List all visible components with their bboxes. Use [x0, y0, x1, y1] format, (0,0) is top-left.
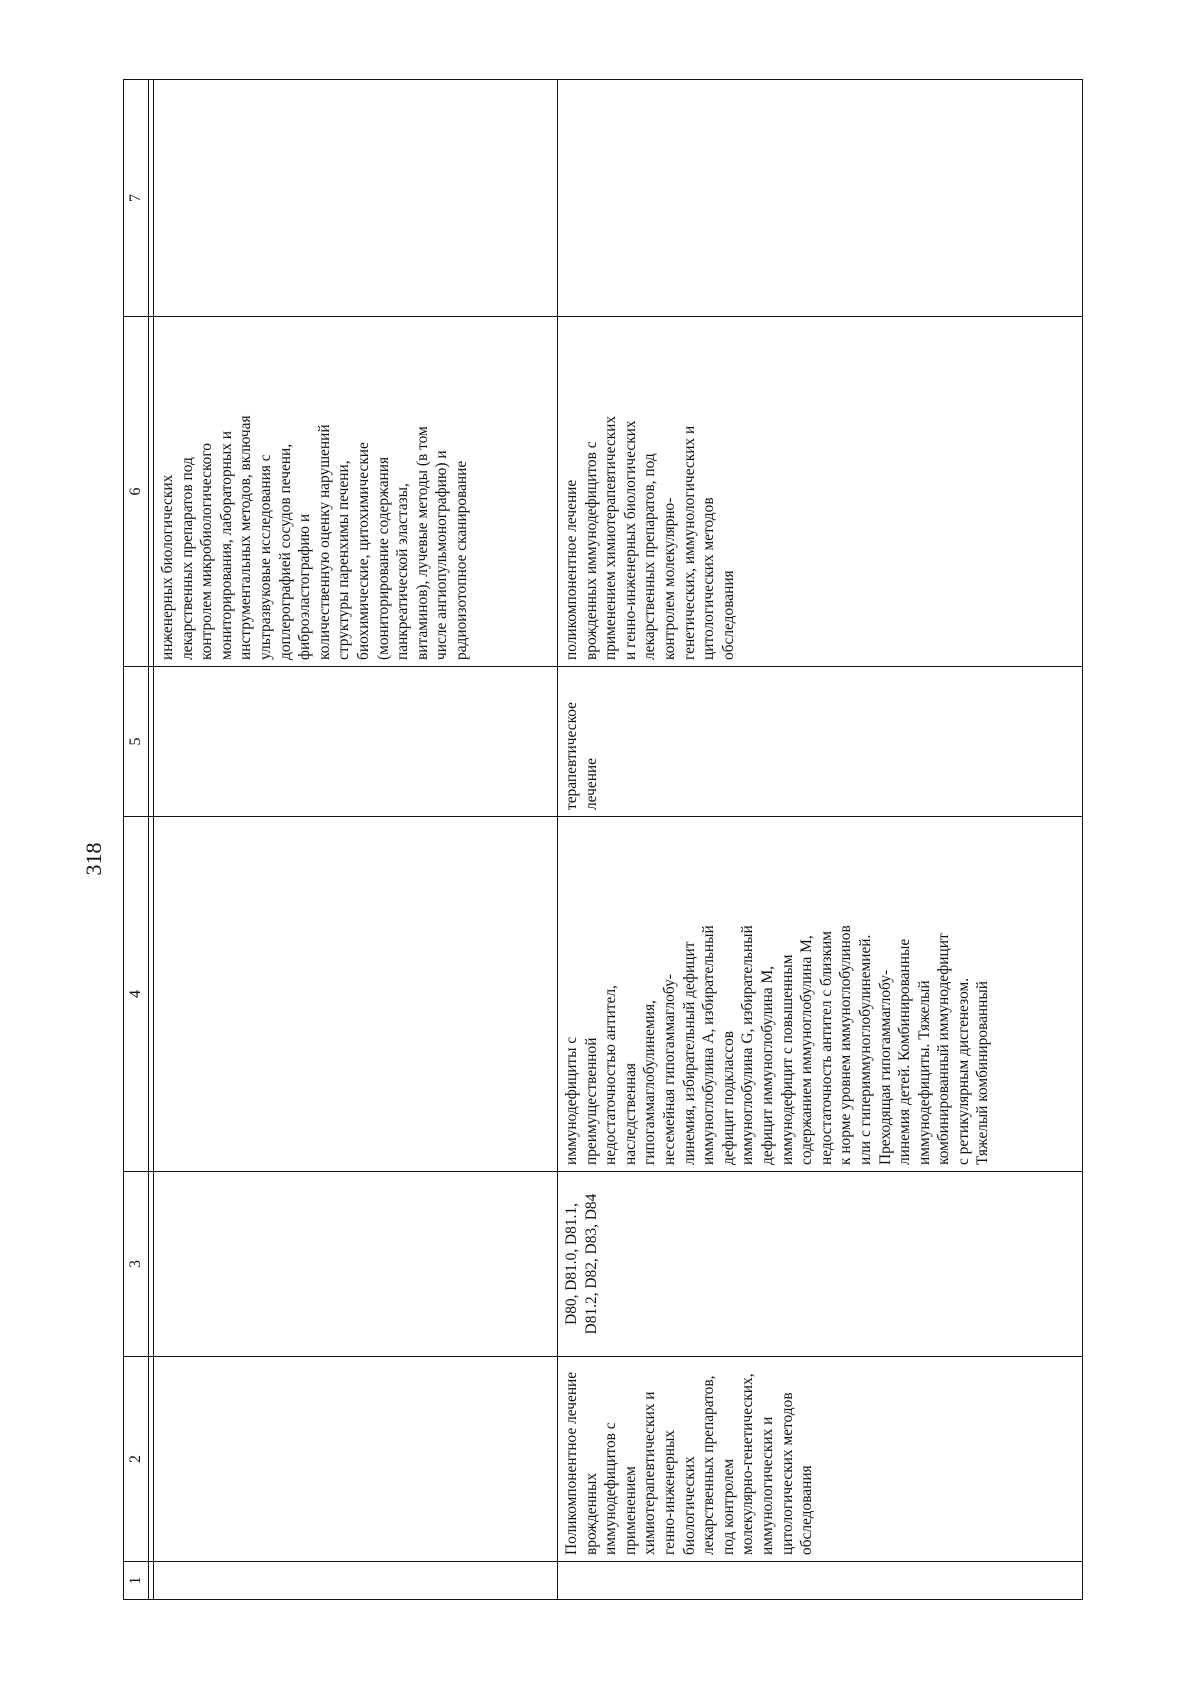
text-line: молекулярно-генетических,: [739, 1373, 757, 1555]
text-line: иммуноглобулина А, избирательный: [700, 925, 718, 1165]
text-line: иммунодефициты с: [563, 1036, 580, 1165]
text-line: обследования: [719, 570, 737, 660]
text-line: Тяжелый комбинированный: [974, 981, 992, 1165]
header-col-6: 6: [124, 317, 149, 667]
text-line: мониторирования, лабораторных и: [217, 430, 235, 660]
text-line: инженерных биологических: [159, 474, 176, 660]
header-col-7: 7: [124, 80, 149, 317]
text-line: иммунодефицит с повышенным: [778, 954, 796, 1165]
text-line: применением химиотерапевтических: [602, 415, 620, 660]
text-line: дефицит иммуноглобулина М,: [758, 966, 776, 1165]
text-line: под контролем: [719, 1458, 737, 1555]
text-line: иммунодефицитов с: [602, 1422, 620, 1555]
row1-col1: [154, 1562, 558, 1600]
text-line: лекарственных препаратов под: [178, 457, 196, 660]
text-line: химиотерапевтических и: [641, 1391, 659, 1555]
row1-col7: [154, 80, 558, 317]
text-line: генетических, иммунологических и: [680, 425, 698, 660]
header-col-2: 2: [124, 1357, 149, 1562]
text-line: иммуноглобулина G, избирательный: [739, 925, 757, 1165]
text-line: врожденных иммунодефицитов с: [582, 441, 600, 660]
text-line: фиброэластографию и: [296, 513, 314, 660]
text-line: радиоизотопное сканирование: [452, 460, 470, 660]
row2-col5-treatment-type: [558, 667, 1083, 817]
row2-col3-icd-codes: [558, 1172, 1083, 1357]
row2-col1: [558, 1562, 1083, 1600]
text-line: линемия, избирательный дефицит: [680, 941, 698, 1165]
text-line: содержанием иммуноглобулина М,: [798, 935, 816, 1165]
text-line: терапевтическое: [563, 702, 580, 810]
row1-col5: [154, 667, 558, 817]
row2-col7: [558, 80, 1083, 317]
text-line: применением: [621, 1466, 639, 1555]
text-line: D80, D81.0, D81.1,: [563, 1203, 580, 1325]
text-line: D81.2, D82, D83, D84: [582, 1193, 600, 1335]
text-line: структуры паренхимы печени,: [335, 460, 353, 660]
header-col-3: 3: [124, 1172, 149, 1357]
text-line: количественную оценку нарушений: [315, 424, 333, 660]
text-line: с ретикулярным дисгенезом.: [954, 977, 972, 1165]
text-line: обследования: [798, 1465, 816, 1555]
text-line: доплерографией сосудов печени,: [276, 443, 294, 660]
text-line: ультразвуковые исследования с: [256, 454, 274, 660]
row1-col4: [154, 817, 558, 1172]
text-line: недостаточностью антител,: [602, 985, 620, 1165]
text-line: или с гипериммуноглобулинемией.: [856, 934, 874, 1165]
text-line: Преходящая гипогаммаглобу-: [876, 969, 894, 1165]
text-line: числе ангиопульмонографию) и: [433, 450, 451, 660]
text-line: недостаточность антител с близким: [817, 931, 835, 1165]
header-col-1: 1: [124, 1562, 149, 1600]
text-line: лечение: [582, 757, 600, 810]
text-line: гипогаммаглобулинемия,: [641, 1000, 659, 1165]
table-row: [558, 80, 1083, 1600]
text-line: комбинированный иммунодефицит: [935, 933, 953, 1165]
text-line: биохимические, цитохимические: [354, 442, 372, 660]
text-line: и генно-инженерных биологических: [621, 420, 639, 660]
text-line: цитологических методов: [700, 497, 718, 660]
row1-col6-treatment-methods: [154, 317, 558, 667]
row1-col3: [154, 1172, 558, 1357]
text-line: инструментальных методов, включая: [237, 415, 255, 660]
header-col-5: 5: [124, 667, 149, 817]
rotated-table-wrapper: [123, 80, 1083, 1600]
text-line: витаминов), лучевые методы (в том: [413, 426, 431, 660]
header-col-4: 4: [124, 817, 149, 1172]
text-line: контролем молекулярно-: [660, 497, 678, 660]
page-number: 318: [81, 842, 106, 876]
header-row: [124, 80, 149, 1600]
text-line: иммунодефициты. Тяжелый: [915, 980, 933, 1165]
row2-col4-diagnosis: [558, 817, 1083, 1172]
text-line: (мониторирование содержания: [374, 456, 392, 660]
row2-col2-treatment-name: [558, 1357, 1083, 1562]
text-line: лекарственных препаратов,: [700, 1375, 718, 1555]
text-line: линемия детей. Комбинированные: [896, 938, 914, 1165]
text-line: наследственная: [621, 1063, 639, 1165]
text-line: преимущественной: [582, 1037, 600, 1165]
row2-col6-treatment-methods: [558, 317, 1083, 667]
table-row: [154, 80, 558, 1600]
text-line: дефицит подклассов: [719, 1030, 737, 1165]
main-table: [123, 79, 1083, 1600]
text-line: несемейная гипогаммаглобу-: [660, 974, 678, 1165]
text-line: иммунологических и: [758, 1416, 776, 1555]
row1-col2: [154, 1357, 558, 1562]
text-line: к норме уровнем иммуноглобулинов: [837, 925, 855, 1165]
text-line: врожденных: [582, 1472, 600, 1555]
text-line: цитологических методов: [778, 1392, 796, 1555]
text-line: генно-инженерных: [660, 1429, 678, 1555]
text-line: биологических: [680, 1456, 698, 1555]
text-line: лекарственных препаратов, под: [641, 453, 659, 660]
text-line: контролем микробиологического: [198, 443, 216, 660]
text-line: панкреатической эластазы,: [394, 483, 412, 660]
text-line: поликомпонентное лечение: [563, 479, 580, 660]
text-line: Поликомпонентное лечение: [563, 1371, 580, 1555]
